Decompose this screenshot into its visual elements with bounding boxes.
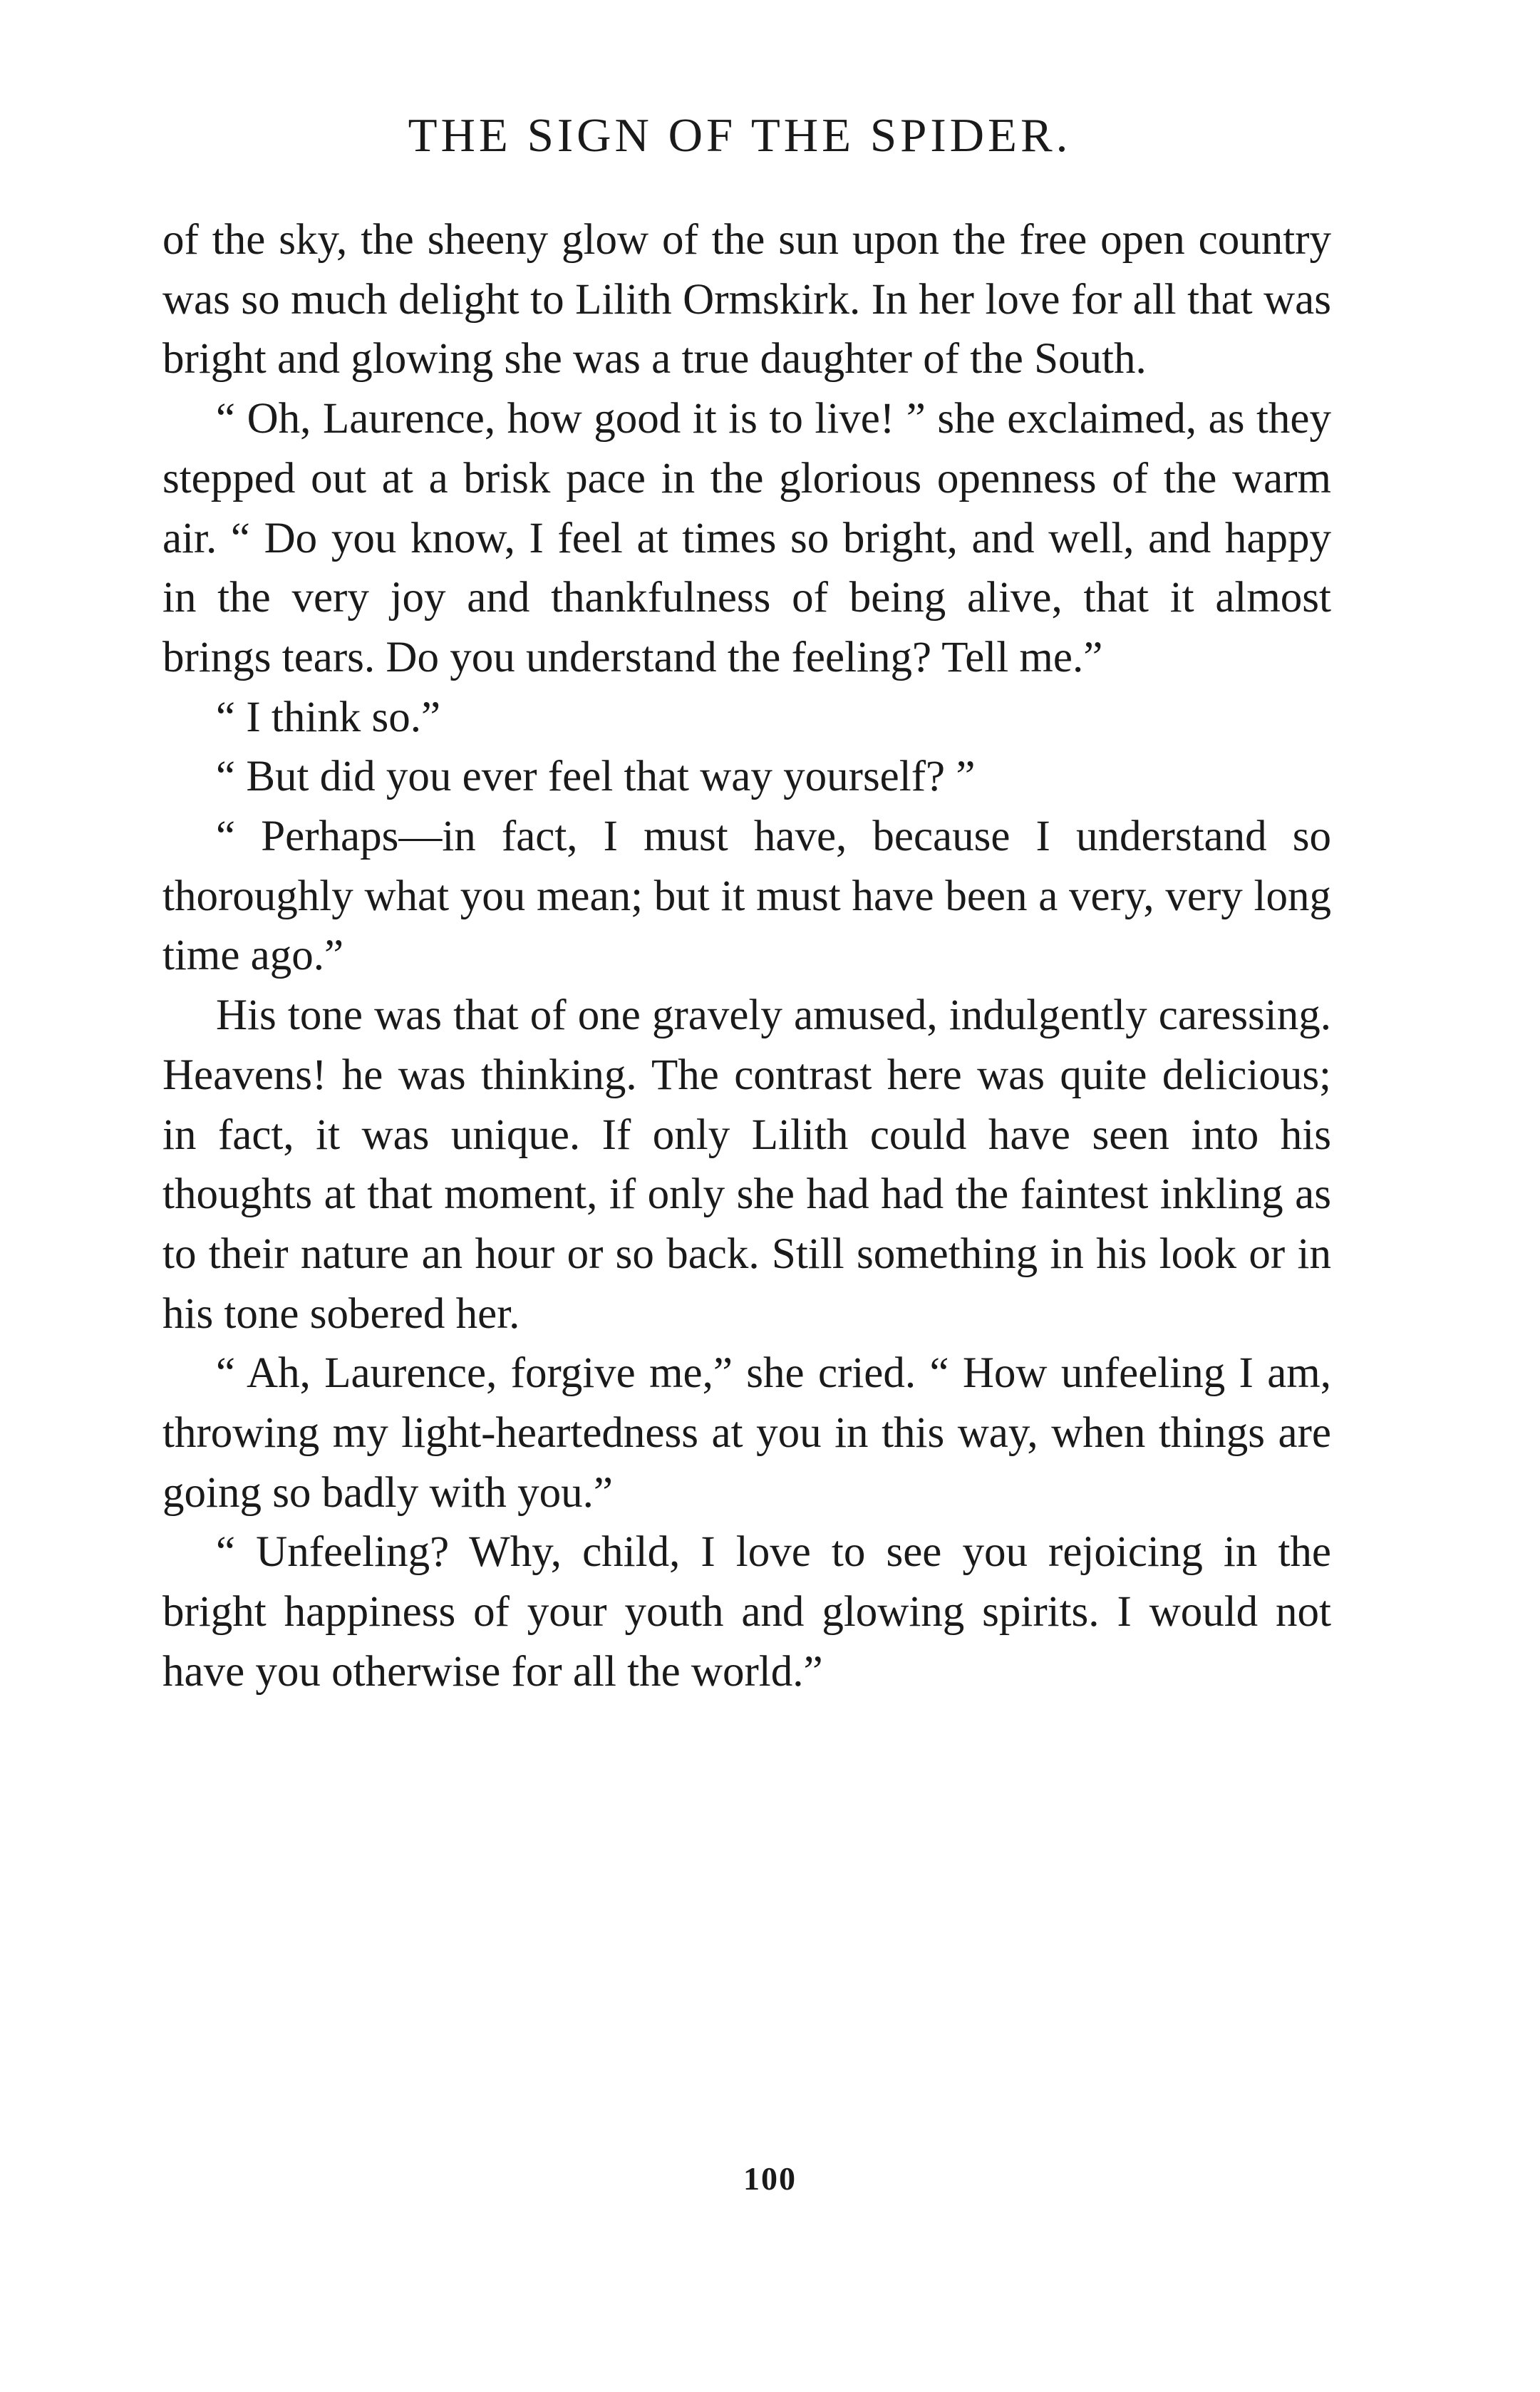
- paragraph: His tone was that of one gravely amused, indulgently caressing. Heavens! he was thinking. The contrast here was quite delicious; in fact, it was unique. If only Lilith could have seen into his thoughts at that moment, if only she had had the faintest inkling as to their nature an hour or so back. Still something in his look or in his tone sobered her.: [162, 991, 1331, 1338]
- paragraph: “ Unfeeling? Why, child, I love to see you rejoicing in the bright happiness of your youth and glowing spirits. I would not have you otherwise for all the world.”: [162, 1528, 1331, 1696]
- paragraph: “ Ah, Laurence, forgive me,” she cried. “ How unfeeling I am, throwing my light-heartedness at you in this way, when things are going so badly with you.”: [162, 1349, 1331, 1517]
- paragraph: “ I think so.”: [216, 693, 441, 741]
- paragraph: “ Perhaps—in fact, I must have, because I understand so thoroughly what you mean; but it must have been a very, very long time ago.”: [162, 813, 1331, 980]
- paragraph-continuation: of the sky, the sheeny glow of the sun upon the free open country was so much delight to Lilith Ormskirk. In her love for all that was bright and glowing she was a true daughter of the South.: [162, 216, 1331, 383]
- running-head: THE SIGN OF THE SPIDER.: [408, 109, 1072, 162]
- page-number: 100: [743, 2160, 797, 2197]
- paragraph: “ But did you ever feel that way yourself? ”: [216, 753, 976, 801]
- body-text: [162, 210, 1331, 1702]
- paragraph: “ Oh, Laurence, how good it is to live! ” she exclaimed, as they stepped out at a brisk pace in the glorious openness of the warm air. “ Do you know, I feel at times so bright, and well, and happy in the very joy and thankfulness of being alive, that it almost brings tears. Do you understand the feeling? Tell me.”: [162, 395, 1331, 681]
